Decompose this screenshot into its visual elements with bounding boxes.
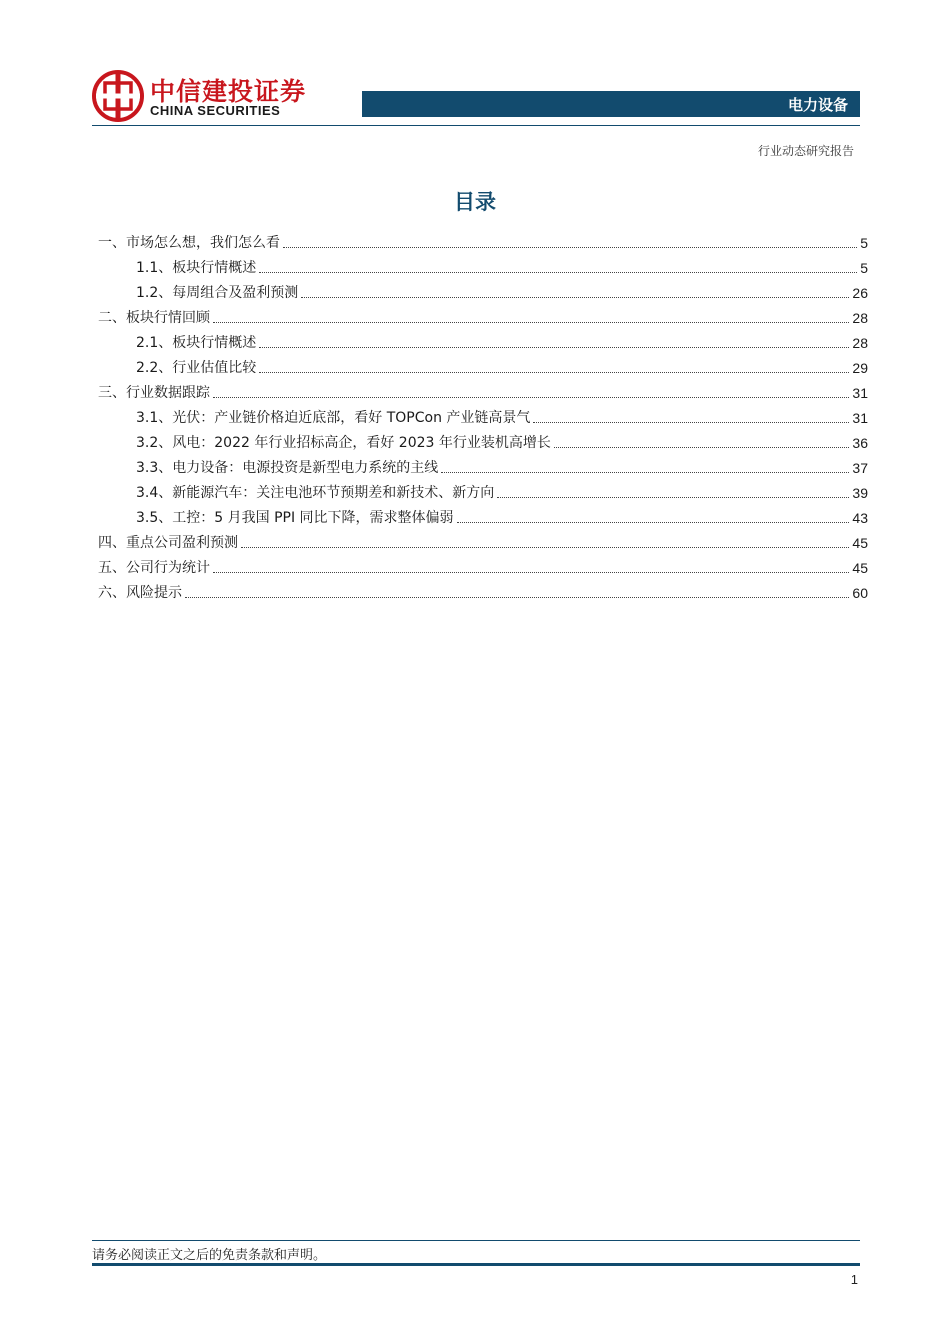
toc-leader-dots: [185, 596, 849, 598]
toc-entry-page: 26: [852, 285, 868, 301]
toc-entry-page: 31: [852, 410, 868, 426]
toc-entry[interactable]: [98, 527, 868, 552]
toc-entry[interactable]: [98, 277, 868, 302]
toc-entry-page: 28: [852, 335, 868, 351]
company-logo: [92, 70, 322, 126]
footer-disclaimer: 请务必阅读正文之后的免责条款和声明。: [92, 1248, 327, 1263]
toc-entry-page: 5: [860, 260, 868, 276]
toc-entry-text: 3.2、风电：2022 年行业招标高企，看好 2023 年行业装机高增长: [136, 435, 551, 451]
logo-english-name: CHINA SECURITIES: [150, 103, 281, 118]
toc-entry-page: 28: [852, 310, 868, 326]
toc-entry[interactable]: [98, 352, 868, 377]
toc-entry[interactable]: [98, 577, 868, 602]
toc-entry-page: 43: [852, 510, 868, 526]
toc-leader-dots: [213, 571, 849, 573]
toc-entry[interactable]: [98, 327, 868, 352]
toc-entry[interactable]: [98, 302, 868, 327]
toc-entry[interactable]: [98, 377, 868, 402]
toc-entry-text: 四、重点公司盈利预测: [98, 535, 238, 551]
toc-entry[interactable]: [98, 477, 868, 502]
toc-leader-dots: [554, 446, 850, 448]
table-of-contents: [98, 227, 868, 602]
toc-leader-dots: [213, 396, 849, 398]
header-divider: [92, 125, 860, 126]
toc-leader-dots: [497, 496, 849, 498]
toc-entry-text: 六、风险提示: [98, 585, 182, 601]
toc-entry[interactable]: [98, 402, 868, 427]
sector-tag: 电力设备: [787, 96, 848, 114]
toc-leader-dots: [457, 521, 850, 523]
toc-entry-page: 31: [852, 385, 868, 401]
report-type: 行业动态研究报告: [757, 144, 854, 158]
toc-entry-text: 一、市场怎么想，我们怎么看: [98, 235, 280, 251]
logo-chinese-name: 中信建投证券: [150, 77, 307, 106]
toc-entry-page: 37: [852, 460, 868, 476]
toc-entry[interactable]: [98, 502, 868, 527]
toc-leader-dots: [259, 271, 857, 273]
footer-bar: [92, 1263, 860, 1266]
toc-entry-text: 1.1、板块行情概述: [136, 260, 257, 276]
citic-logo-icon: [92, 70, 144, 122]
toc-entry-page: 60: [852, 585, 868, 601]
toc-entry-text: 2.2、行业估值比较: [136, 360, 257, 376]
toc-entry-page: 5: [860, 235, 868, 251]
toc-leader-dots: [259, 371, 849, 373]
toc-entry-page: 36: [852, 435, 868, 451]
toc-title: 目录: [454, 190, 496, 214]
toc-leader-dots: [241, 546, 849, 548]
toc-entry-text: 3.4、新能源汽车：关注电池环节预期差和新技术、新方向: [136, 485, 495, 501]
toc-entry-text: 2.1、板块行情概述: [136, 335, 257, 351]
page-number: 1: [850, 1272, 858, 1287]
toc-entry-text: 1.2、每周组合及盈利预测: [136, 285, 299, 301]
toc-leader-dots: [283, 246, 857, 248]
toc-leader-dots: [301, 296, 849, 298]
toc-entry-page: 45: [852, 535, 868, 551]
toc-entry-page: 39: [852, 485, 868, 501]
toc-entry[interactable]: [98, 252, 868, 277]
toc-entry-text: 3.3、电力设备：电源投资是新型电力系统的主线: [136, 460, 439, 476]
toc-leader-dots: [533, 421, 849, 423]
toc-entry-text: 3.1、光伏：产业链价格迫近底部，看好 TOPCon 产业链高景气: [136, 410, 531, 426]
toc-entry-text: 3.5、工控：5 月我国 PPI 同比下降，需求整体偏弱: [136, 510, 454, 526]
toc-entry[interactable]: [98, 227, 868, 252]
toc-leader-dots: [259, 346, 849, 348]
toc-leader-dots: [213, 321, 849, 323]
toc-entry-text: 五、公司行为统计: [98, 560, 210, 576]
toc-entry[interactable]: [98, 452, 868, 477]
footer-divider: [92, 1240, 860, 1241]
header-bar: [362, 91, 860, 117]
toc-entry-page: 29: [852, 360, 868, 376]
toc-entry[interactable]: [98, 427, 868, 452]
toc-entry-text: 二、板块行情回顾: [98, 310, 210, 326]
toc-entry-text: 三、行业数据跟踪: [98, 385, 210, 401]
toc-entry[interactable]: [98, 552, 868, 577]
toc-entry-page: 45: [852, 560, 868, 576]
toc-leader-dots: [441, 471, 849, 473]
